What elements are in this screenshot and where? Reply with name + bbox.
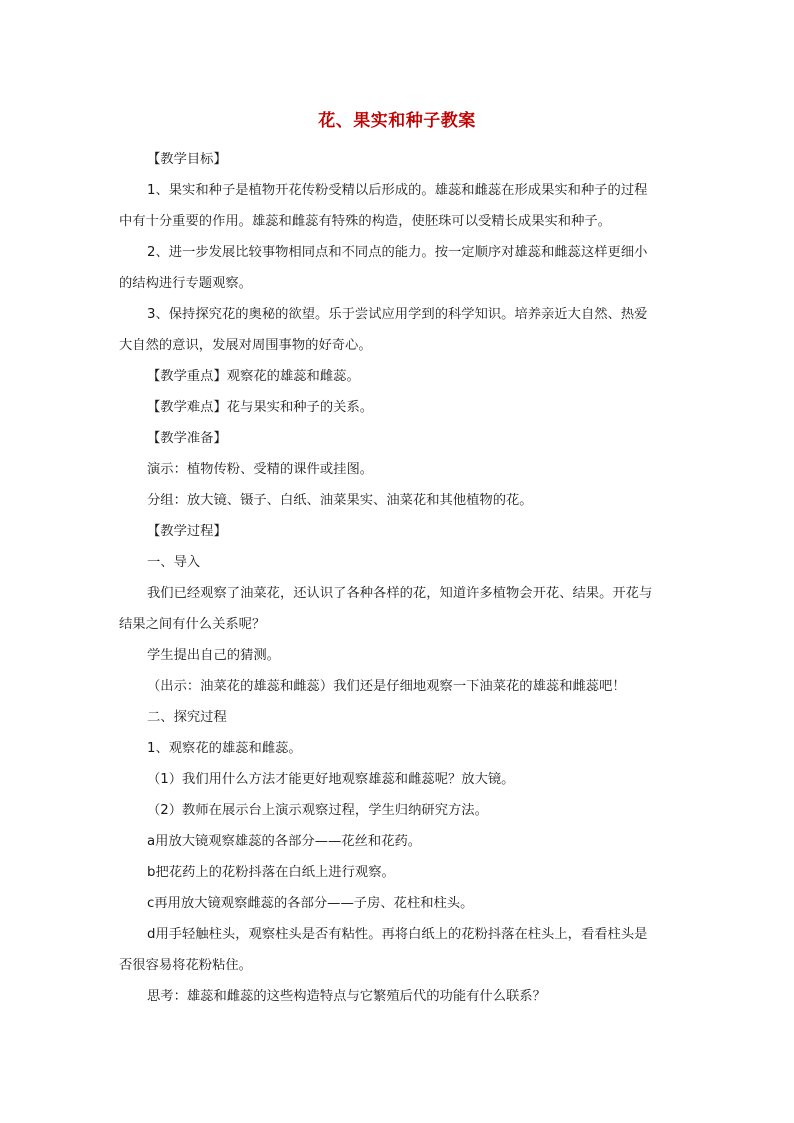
- document-body: [119, 144, 675, 1012]
- intro-guess: 学生提出自己的猜测。: [147, 648, 280, 663]
- process-heading: 【教学过程】: [147, 524, 227, 539]
- document-title: 花、果实和种子教案: [318, 111, 476, 131]
- intro-show: （出示：油菜花的雄蕊和雌蕊）我们还是仔细地观察一下油菜花的雄蕊和雌蕊吧！: [147, 679, 626, 694]
- explore-1-1: （1）我们用什么方法才能更好地观察雄蕊和雌蕊呢？放大镜。: [147, 772, 515, 787]
- goal-1: 1、果实和种子是植物开花传粉受精以后形成的。雄蕊和雌蕊在形成果实和种子的过程 中有十分重要的作用。雄蕊和雌蕊有特殊的构造，使胚珠可以受精长成果实和种子。: [119, 183, 648, 229]
- step-a: a用放大镜观察雄蕊的各部分——花丝和花药。: [147, 834, 422, 849]
- prep-demo: 演示：植物传粉、受精的课件或挂图。: [147, 462, 374, 477]
- think: 思考：雄蕊和雌蕊的这些构造特点与它繁殖后代的功能有什么联系？: [147, 989, 546, 1004]
- step-c: c再用放大镜观察雌蕊的各部分——子房、花柱和柱头。: [147, 896, 474, 911]
- explore-1-2: （2）教师在展示台上演示观察过程，学生归纳研究方法。: [147, 803, 488, 818]
- prep-heading: 【教学准备】: [147, 431, 227, 446]
- goal-heading: 【教学目标】: [147, 152, 227, 167]
- difficult-point: 【教学难点】花与果实和种子的关系。: [147, 400, 374, 415]
- prep-group: 分组：放大镜、镊子、白纸、油菜果实、油菜花和其他植物的花。: [147, 493, 533, 508]
- intro-heading: 一、导入: [147, 555, 201, 570]
- intro-text: 我们已经观察了油菜花，还认识了各种各样的花，知道许多植物会开花、结果。开花与 结果之间有什么关系呢？: [119, 586, 653, 632]
- step-b: b把花药上的花粉抖落在白纸上进行观察。: [147, 865, 395, 880]
- explore-1: 1、观察花的雄蕊和雌蕊。: [147, 741, 302, 756]
- key-point: 【教学重点】观察花的雄蕊和雌蕊。: [147, 369, 360, 384]
- explore-heading: 二、探究过程: [147, 710, 227, 725]
- goal-2: 2、进一步发展比较事物相同点和不同点的能力。按一定顺序对雄蕊和雌蕊这样更细小 的结构进行专题观察。: [119, 245, 648, 291]
- step-d: d用手轻触柱头，观察柱头是否有粘性。再将白纸上的花粉抖落在柱头上，看看柱头是 否很容易将花粉粘住。: [119, 927, 648, 973]
- goal-3: 3、保持探究花的奥秘的欲望。乐于尝试应用学到的科学知识。培养亲近大自然、热爱 大自然的意识，发展对周围事物的好奇心。: [119, 307, 648, 353]
